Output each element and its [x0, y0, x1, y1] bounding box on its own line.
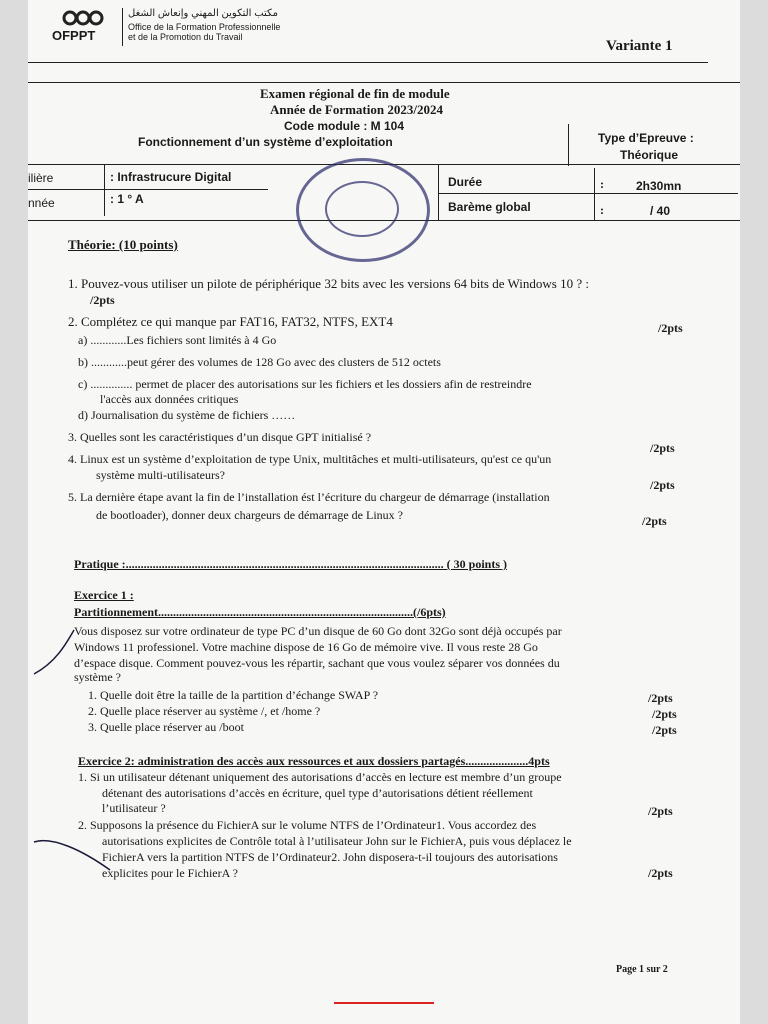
question-5-line2: de bootloader), donner deux chargeurs de démarrage de Linux ? — [96, 508, 403, 522]
box-top — [28, 82, 740, 83]
exercice-1-text-1: Vous disposez sur votre ordinateur de type PC d’un disque de 60 Go dont 32Go sont déjà occupés par — [74, 624, 562, 638]
org-fr-line2: et de la Promotion du Travail — [128, 32, 243, 42]
question-2-points: /2pts — [658, 321, 683, 335]
col-divider-3 — [594, 168, 595, 220]
org-arabic: مكتب التكوين المهني وإنعاش الشغل — [128, 8, 278, 19]
exam-code: Code module : M 104 — [284, 119, 405, 133]
exam-title-2: Année de Formation 2023/2024 — [270, 102, 443, 117]
exercice-1-q1: 1. Quelle doit être la taille de la partition d’échange SWAP ? — [88, 688, 379, 702]
question-4-points: /2pts — [650, 478, 675, 492]
duree-value: 2h30mn — [636, 179, 682, 193]
red-mark — [334, 1002, 434, 1004]
org-fr-line1: Office de la Formation Professionnelle — [128, 22, 281, 32]
type-label: Type d’Epreuve : — [598, 131, 694, 145]
variante-label: Variante 1 — [606, 38, 673, 54]
question-5-points: /2pts — [642, 514, 667, 528]
exercice-1-q2-points: /2pts — [652, 707, 677, 721]
exercice-1-q1-points: /2pts — [648, 691, 673, 705]
question-2a: a) ............Les fichiers sont limités à 4 Go — [78, 333, 277, 347]
question-2c-line2: l'accès aux données critiques — [100, 392, 239, 406]
exercice-2-q2-line3: FichierA vers la partition NTFS de l’Ordinateur2. John disposera-t-il toujours des autorisations — [102, 850, 558, 864]
question-2c-line1: c) .............. permet de placer des autorisations sur les fichiers et les dossiers afin de restreindre — [78, 377, 532, 391]
pratique-heading: Pratique :.......................................................................................................... ( 30 points ) — [74, 557, 507, 571]
question-5-line1: 5. La dernière étape avant la fin de l’installation ést l’écriture du chargeur de démarrage (installation — [68, 490, 550, 504]
type-value: Théorique — [620, 148, 679, 162]
exercice-2-q2-line2: autorisations explicites de Contrôle total à l’utilisateur John sur le FichierA, puis vous déplacez le — [102, 834, 572, 848]
bareme-colon: : — [600, 203, 604, 217]
question-3: 3. Quelles sont les caractéristiques d’un disque GPT initialisé ? — [68, 430, 372, 444]
exam-title-1: Examen régional de fin de module — [260, 86, 450, 101]
col-divider-2 — [438, 164, 439, 220]
exercice-2-q1-line3: l’utilisateur ? — [102, 801, 166, 815]
type-divider — [568, 124, 569, 166]
exam-module: Fonctionnement d’un système d’exploitation — [138, 135, 393, 149]
annee-label: nnée — [28, 196, 55, 210]
exercice-1-text-3: d’espace disque. Comment pouvez-vous les répartir, sachant que vous voulez séparer vos données du — [74, 656, 560, 670]
question-3-points: /2pts — [650, 441, 675, 455]
exercice-2-q1-line1: 1. Si un utilisateur détenant uniquement des autorisations d’accès en lecture est membre d’un groupe — [78, 770, 562, 784]
filiere-value: : Infrastrucure Digital — [110, 170, 232, 184]
official-stamp — [296, 158, 430, 262]
page-number: Page 1 sur 2 — [616, 964, 668, 975]
annee-value: : 1 ° A — [110, 192, 144, 206]
logo-text: OFPPT — [52, 28, 96, 43]
exercice-1-text-2: Windows 11 professionel. Votre machine dispose de 16 Go de mémoire vive. Il vous reste 28 Go — [74, 640, 538, 654]
question-1-points: /2pts — [90, 293, 115, 307]
exercice-1-q2: 2. Quelle place réserver au système /, et /home ? — [88, 704, 321, 718]
stamp-inner-ring — [325, 181, 399, 237]
exercice-2-q1-line2: détenant des autorisations d’accès en écriture, quel type d’autorisations détient réellement — [102, 786, 533, 800]
exercice-1-q3: 3. Quelle place réserver au /boot — [88, 720, 244, 734]
row-rule-2 — [438, 193, 738, 194]
col-divider-1 — [104, 164, 105, 216]
question-4-line1: 4. Linux est un système d’exploitation de type Unix, multitâches et multi-utilisateurs, qu'est ce qu'un — [68, 452, 552, 466]
question-1: 1. Pouvez-vous utiliser un pilote de périphérique 32 bits avec les versions 64 bits de Windows 10 ? : — [68, 276, 589, 291]
exam-sheet — [28, 0, 740, 1024]
bareme-label: Barème global — [448, 200, 531, 214]
duree-label: Durée — [448, 175, 483, 189]
exercice-1-title: Exercice 1 : — [74, 588, 134, 602]
question-2: 2. Complétez ce qui manque par FAT16, FAT32, NTFS, EXT4 — [68, 314, 393, 329]
bareme-value: / 40 — [650, 204, 671, 218]
duree-colon: : — [600, 177, 604, 191]
header-divider — [122, 8, 123, 46]
exercice-2-q1-points: /2pts — [648, 804, 673, 818]
exercice-2-q2-line4: explicites pour le FichierA ? — [102, 866, 238, 880]
exercice-1-text-4: système ? — [74, 670, 121, 684]
pen-mark-2 — [32, 830, 132, 890]
row-rule — [28, 189, 268, 190]
exercice-2-q2-points: /2pts — [648, 866, 673, 880]
exercice-2-q2-line1: 2. Supposons la présence du FichierA sur le volume NTFS de l’Ordinateur1. Vous accordez des — [78, 818, 537, 832]
theorie-heading: Théorie: (10 points) — [68, 237, 178, 252]
question-2d: d) Journalisation du système de fichiers …… — [78, 408, 296, 422]
question-4-line2: système multi-utilisateurs? — [96, 468, 225, 482]
question-2b: b) ............peut gérer des volumes de 128 Go avec des clusters de 512 octets — [78, 355, 441, 369]
exercice-1-subtitle: Partitionnement.....................................................................................(/6pts) — [74, 605, 446, 619]
header-rule — [28, 62, 708, 63]
exercice-2-title: Exercice 2: administration des accès aux ressources et aux dossiers partagés.....................4pts — [78, 754, 550, 768]
exercice-1-q3-points: /2pts — [652, 723, 677, 737]
filiere-label: ilière — [28, 171, 54, 185]
pen-mark-1 — [28, 626, 108, 696]
